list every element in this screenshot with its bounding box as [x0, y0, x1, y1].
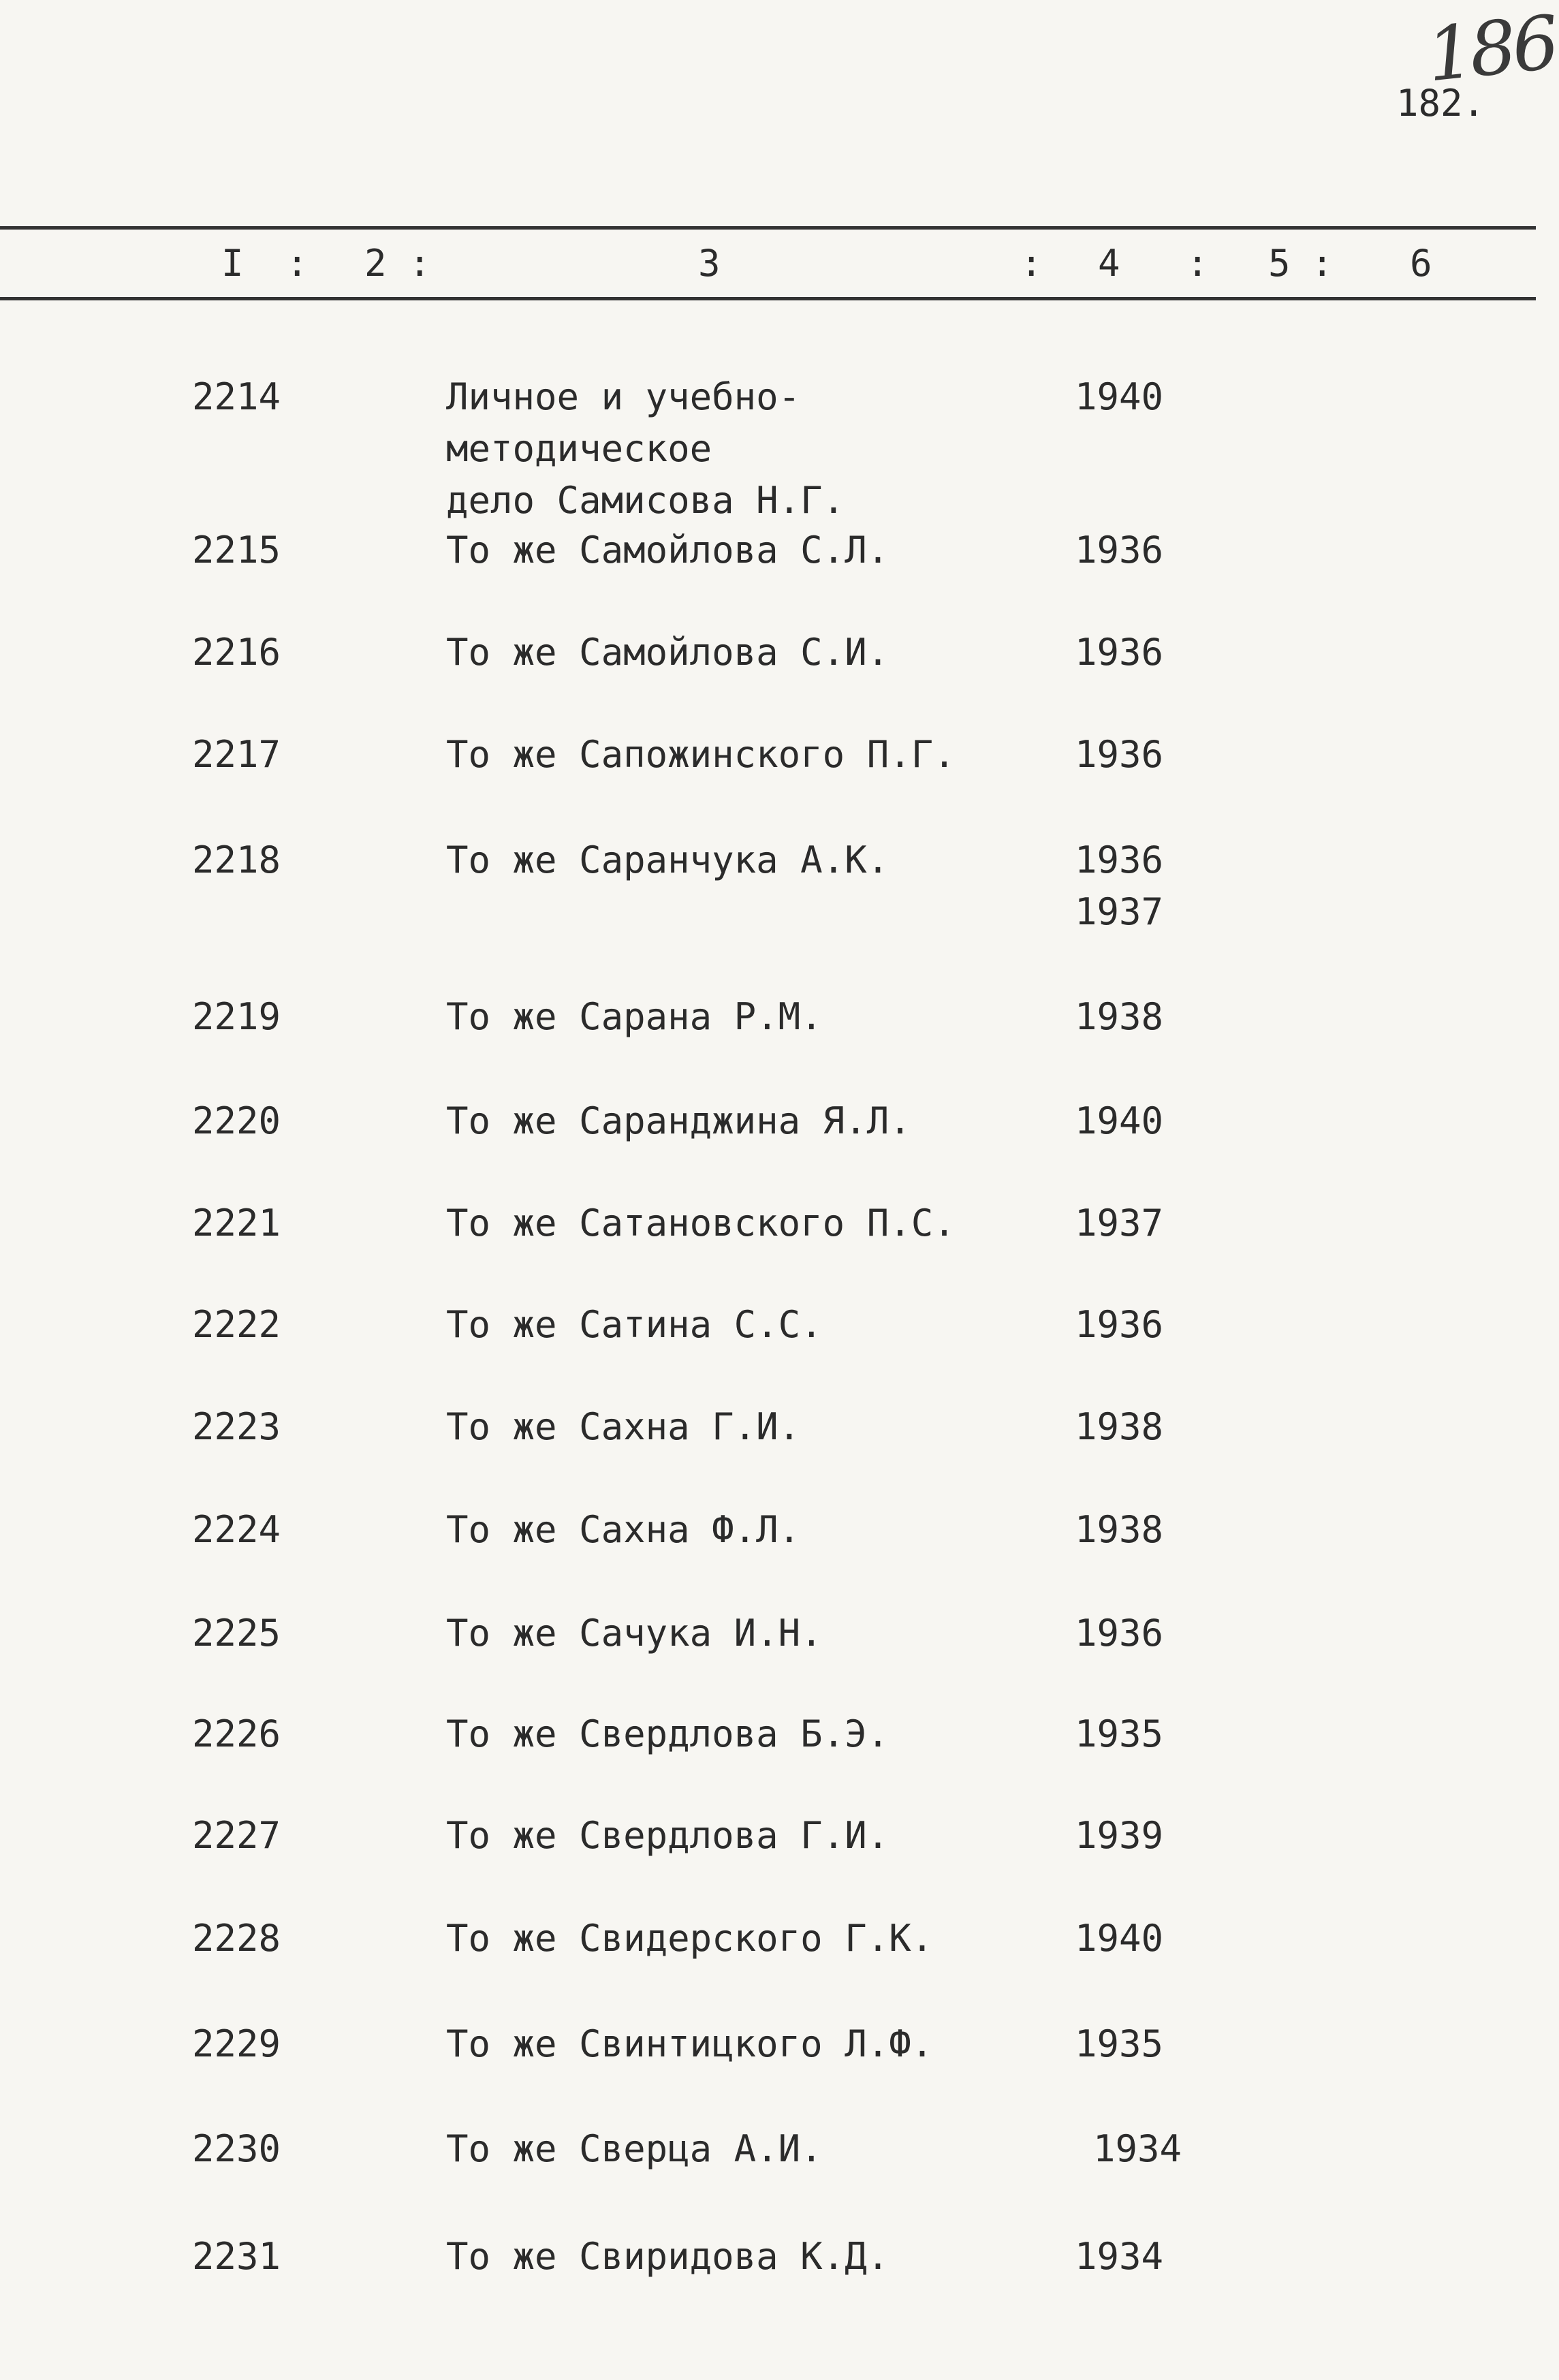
file-title: То же Сапожинского П.Г.: [446, 733, 956, 776]
file-title: То же Сверца А.И.: [446, 2127, 823, 2170]
file-title: То же Саранджина Я.Л.: [446, 1099, 911, 1142]
file-title: То же Свердлова Б.Э.: [446, 1712, 889, 1755]
file-years: 1938: [1075, 995, 1164, 1038]
file-number: 2226: [192, 1712, 281, 1755]
page-number: 182.: [1396, 82, 1485, 125]
file-number: 2228: [192, 1917, 281, 1960]
file-number: 2225: [192, 1612, 281, 1655]
file-years: 1936: [1075, 529, 1164, 571]
column-header-row: [0, 235, 1536, 289]
file-title: То же Саранчука А.К.: [446, 839, 889, 881]
file-years: 1934: [1075, 2235, 1164, 2278]
file-years: 1938: [1075, 1508, 1164, 1551]
file-title: То же Сатановского П.С.: [446, 1202, 956, 1244]
file-years: 1935: [1075, 1712, 1164, 1755]
header-sep-1: :: [286, 242, 309, 285]
header-col-2: 2: [364, 242, 387, 285]
handwritten-sheet-number: 186: [1422, 0, 1559, 99]
file-title: То же Свидерского Г.К.: [446, 1917, 934, 1960]
header-col-6: 6: [1410, 242, 1432, 285]
file-years: 1936: [1075, 733, 1164, 776]
file-title: То же Свиридова К.Д.: [446, 2235, 889, 2278]
file-number: 2227: [192, 1814, 281, 1857]
file-title: То же Самойлова С.Л.: [446, 529, 889, 571]
file-number: 2214: [192, 375, 281, 418]
file-years: 1937: [1075, 1202, 1164, 1244]
header-sep-5: :: [1311, 242, 1334, 285]
file-title: То же Сарана Р.М.: [446, 995, 823, 1038]
file-years: 1935: [1075, 2022, 1164, 2065]
file-years: 1940: [1075, 1917, 1164, 1960]
file-number: 2216: [192, 631, 281, 674]
file-number: 2217: [192, 733, 281, 776]
file-years: 1934: [1093, 2127, 1182, 2170]
file-number: 2219: [192, 995, 281, 1038]
file-title: То же Сахна Ф.Л.: [446, 1508, 801, 1551]
file-title: То же Сахна Г.И.: [446, 1405, 801, 1448]
header-top-rule: [0, 226, 1536, 230]
header-sep-4: :: [1186, 242, 1209, 285]
header-sep-3: :: [1020, 242, 1043, 285]
file-title: То же Свердлова Г.И.: [446, 1814, 889, 1857]
file-years: 1936: [1075, 1612, 1164, 1655]
file-title: То же Свинтицкого Л.Ф.: [446, 2022, 934, 2065]
file-years: 1936 1937: [1075, 839, 1164, 933]
file-years: 1938: [1075, 1405, 1164, 1448]
file-number: 2220: [192, 1099, 281, 1142]
file-number: 2223: [192, 1405, 281, 1448]
file-title: Личное и учебно-методическое дело Самисова Н.Г.: [446, 375, 845, 522]
file-number: 2230: [192, 2127, 281, 2170]
file-number: 2229: [192, 2022, 281, 2065]
file-years: 1936: [1075, 631, 1164, 674]
file-years: 1939: [1075, 1814, 1164, 1857]
file-years: 1940: [1075, 1099, 1164, 1142]
file-years: 1936: [1075, 1303, 1164, 1346]
file-title: То же Сатина С.С.: [446, 1303, 823, 1346]
file-title: То же Самойлова С.И.: [446, 631, 889, 674]
file-title: То же Сачука И.Н.: [446, 1612, 823, 1655]
file-number: 2222: [192, 1303, 281, 1346]
header-col-3: 3: [698, 242, 721, 285]
file-years: 1940: [1075, 375, 1164, 418]
file-number: 2224: [192, 1508, 281, 1551]
file-number: 2218: [192, 839, 281, 881]
header-col-5: 5: [1268, 242, 1291, 285]
header-col-4: 4: [1098, 242, 1120, 285]
file-number: 2221: [192, 1202, 281, 1244]
header-col-1: I: [221, 242, 244, 285]
file-number: 2231: [192, 2235, 281, 2278]
header-bottom-rule: [0, 297, 1536, 300]
header-sep-2: :: [409, 242, 431, 285]
file-number: 2215: [192, 529, 281, 571]
